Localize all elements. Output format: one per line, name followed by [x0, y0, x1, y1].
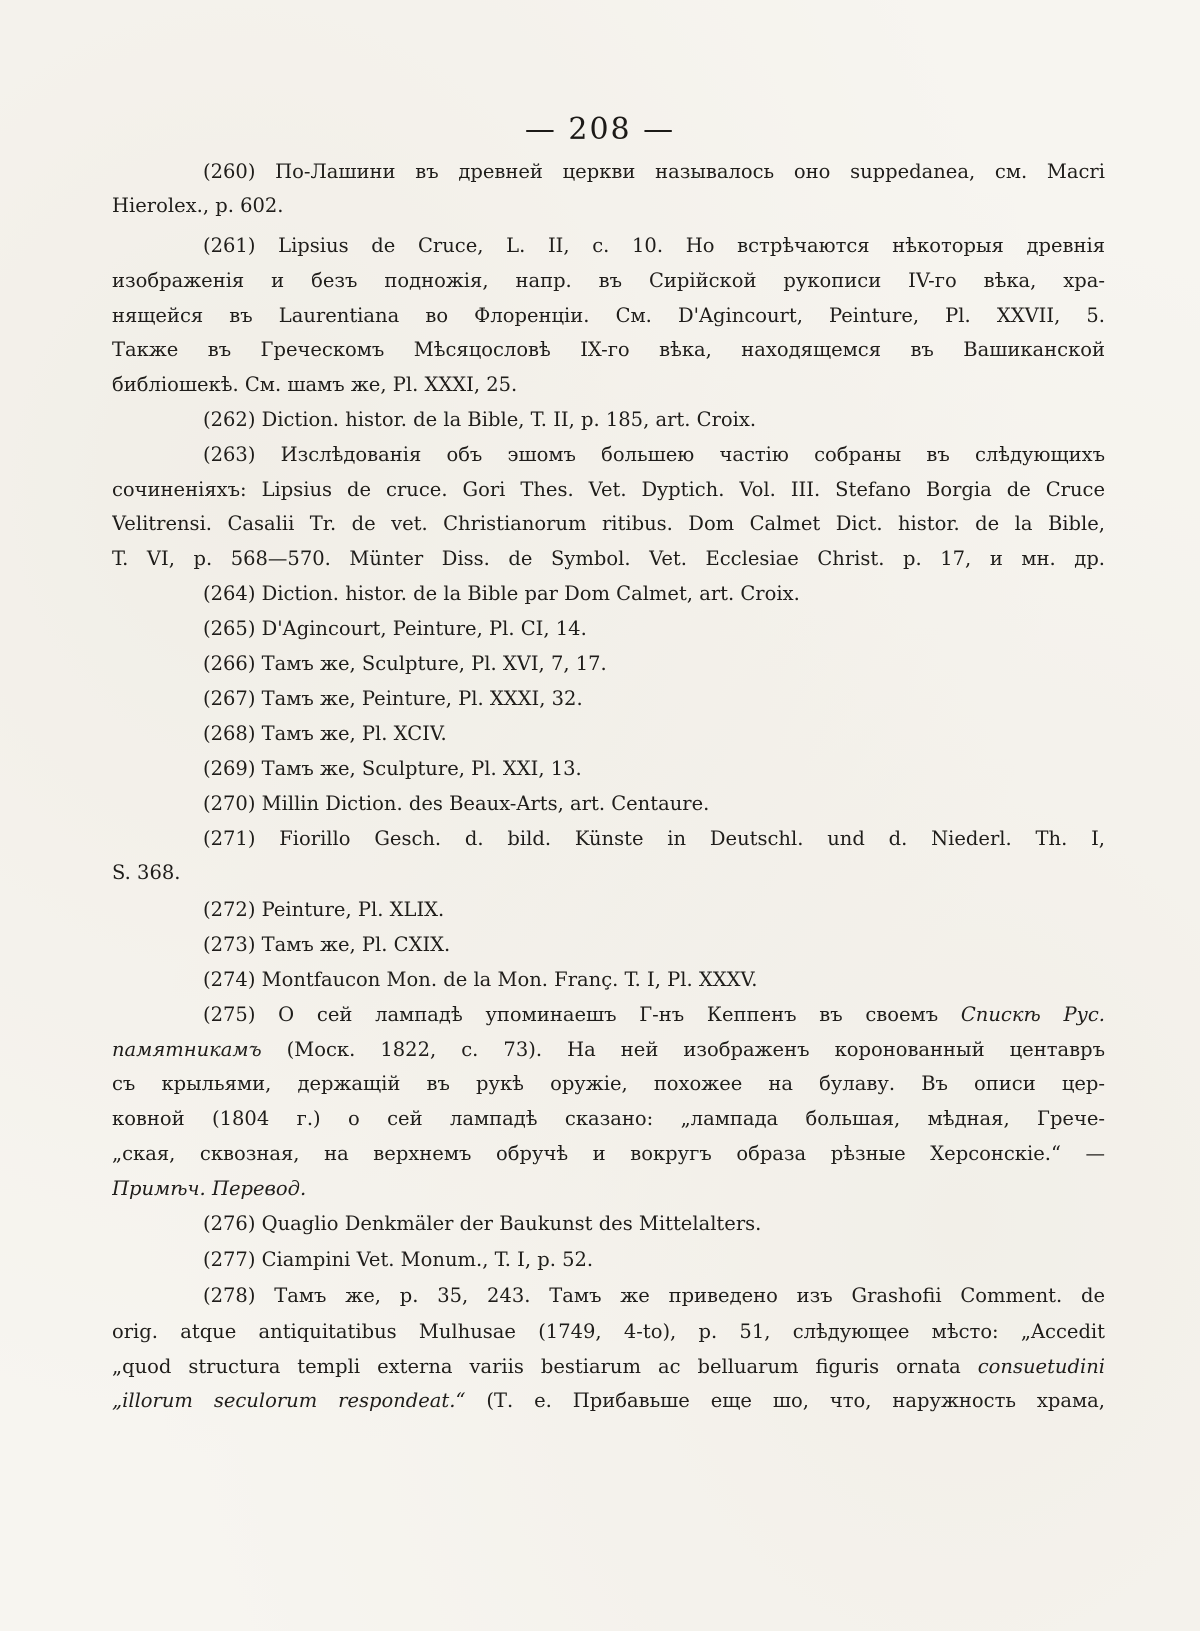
footnote-276: (276) Quaglio Denkmäler der Baukunst des Mittelalters. [203, 1212, 762, 1235]
footnote-275-line-5: „ская, сквозная, на верхнемъ обручѣ и вокругъ образа рѣзные Херсонскіе.“ — [112, 1142, 1105, 1165]
footnote-271-line-2: S. 368. [112, 861, 181, 884]
footnote-261-line-3: нящейся въ Laurentiana во Флоренціи. См. D'Agincourt, Peinture, Pl. XXVII, 5. [112, 304, 1105, 327]
footnote-263-line-4: T. VI, p. 568—570. Münter Diss. de Symbol. Vet. Ecclesiae Christ. p. 17, и мн. др. [112, 547, 1105, 570]
footnote-275-line-4: ковной (1804 г.) о сей лампадѣ сказано: „лампада большая, мѣдная, Грече- [112, 1107, 1105, 1130]
footnote-270: (270) Millin Diction. des Beaux-Arts, art. Centaure. [203, 792, 710, 815]
footnote-265: (265) D'Agincourt, Peinture, Pl. CI, 14. [203, 617, 587, 640]
footnote-263-line-3: Velitrensi. Casalii Tr. de vet. Christianorum ritibus. Dom Calmet Dict. histor. de la Bible, [112, 512, 1105, 535]
footnote-261-line-4: Также въ Греческомъ Мѣсяцословѣ IX-го вѣка, находящемся въ Вашиканской [112, 338, 1105, 361]
footnote-268: (268) Тамъ же, Pl. XCIV. [203, 722, 447, 745]
footnote-278-line-1: (278) Тамъ же, p. 35, 243. Тамъ же приведено изъ Grashofii Comment. de [203, 1284, 1105, 1307]
footnote-275-line-2 [112, 1033, 1105, 1067]
footnote-278-line-3 [112, 1350, 1105, 1384]
footnote-271-line-1: (271) Fiorillo Gesch. d. bild. Künste in Deutschl. und d. Niederl. Th. I, [203, 827, 1105, 850]
footnote-260-line-1: (260) По-Лашини въ древней церкви называлось оно suppedanea, см. Macri [203, 160, 1105, 183]
footnote-275-text-cont: (Моск. 1822, с. 73). На ней изображенъ коронованный центавръ [261, 1038, 1105, 1061]
footnote-278-latin-italic: consuetudini [977, 1355, 1105, 1378]
footnote-275-line-1 [203, 998, 1105, 1032]
footnote-278-line-2: orig. atque antiquitatibus Mulhusae (1749, 4-to), p. 51, слѣдующее мѣсто: „Accedit [112, 1320, 1105, 1343]
footnote-275-title-italic: Спискѣ Рус. [960, 1003, 1105, 1026]
footnote-263-line-2: сочиненіяхъ: Lipsius de cruce. Gori Thes. Vet. Dyptich. Vol. III. Stefano Borgia de Cruce [112, 478, 1105, 501]
footnote-273: (273) Тамъ же, Pl. CXIX. [203, 933, 451, 956]
translator-note: Примѣч. Перевод. [112, 1177, 307, 1200]
footnote-264: (264) Diction. histor. de la Bible par Dom Calmet, art. Croix. [203, 582, 800, 605]
page-number: — 208 — [524, 112, 676, 147]
footnote-260-line-2: Hierolex., p. 602. [112, 194, 284, 217]
footnote-278-latin-italic-cont: „illorum seculorum respondeat.“ [112, 1389, 466, 1412]
footnote-274: (274) Montfaucon Mon. de la Mon. Franç. T. I, Pl. XXXV. [203, 968, 758, 991]
footnote-278-translation: (Т. е. Прибавьше еще шо, что, наружность храма, [465, 1389, 1105, 1412]
footnote-262: (262) Diction. histor. de la Bible, T. II, p. 185, art. Croix. [203, 408, 757, 431]
footnote-275-text: (275) О сей лампадѣ упоминаешъ Г-нъ Кеппенъ въ своемъ [203, 1003, 961, 1026]
footnote-272: (272) Peinture, Pl. XLIX. [203, 898, 445, 921]
footnote-261-line-2: изображенія и безъ подножія, напр. въ Сирійской рукописи IV-го вѣка, хра- [112, 269, 1105, 292]
footnote-275-title-italic-cont: памятникамъ [112, 1038, 262, 1061]
footnote-261-line-5: библіошекѣ. См. шамъ же, Pl. XXXI, 25. [112, 373, 518, 396]
footnote-266: (266) Тамъ же, Sculpture, Pl. XVI, 7, 17. [203, 652, 607, 675]
footnote-275-line-3: съ крыльями, держащій въ рукѣ оружіе, похожее на булаву. Въ описи цер- [112, 1072, 1105, 1095]
footnote-263-line-1: (263) Изслѣдованія объ эшомъ большею частію собраны въ слѣдующихъ [203, 443, 1105, 466]
footnote-267: (267) Тамъ же, Peinture, Pl. XXXI, 32. [203, 687, 583, 710]
footnote-261-line-1: (261) Lipsius de Cruce, L. II, c. 10. Но встрѣчаются нѣкоторыя древнія [203, 234, 1105, 257]
footnote-269: (269) Тамъ же, Sculpture, Pl. XXI, 13. [203, 757, 582, 780]
footnote-278-line-4 [112, 1384, 1105, 1418]
footnote-277: (277) Ciampini Vet. Monum., T. I, p. 52. [203, 1248, 594, 1271]
footnote-278-latin: „quod structura templi externa variis bestiarum ac belluarum figuris ornata [112, 1355, 978, 1378]
